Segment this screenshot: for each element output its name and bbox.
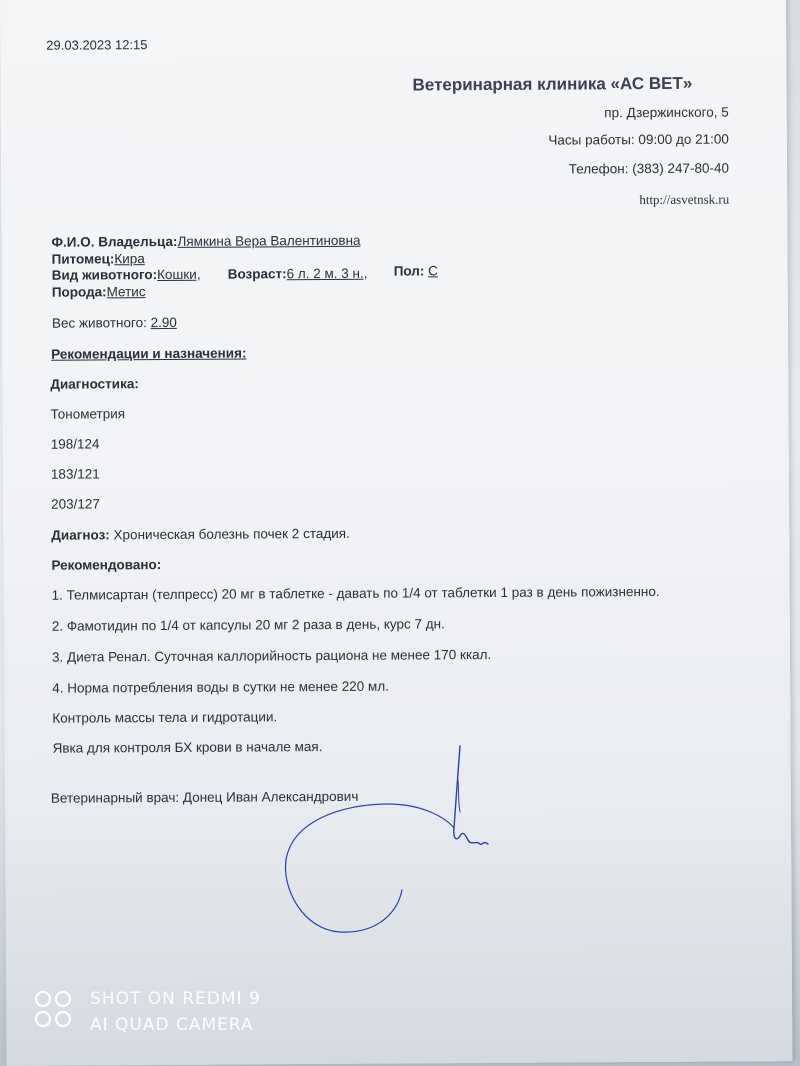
watermark-line2: AI QUAD CAMERA — [90, 1015, 254, 1035]
weight-label: Вес животного: — [51, 315, 147, 331]
diagnostics-item: 183/121 — [50, 466, 100, 482]
species-value: Кошки, — [157, 266, 201, 283]
breed-row — [52, 284, 146, 300]
diagnosis-row — [51, 526, 350, 543]
weight-value: 2.90 — [150, 314, 177, 331]
recommendation-item: 4. Норма потребления воды в сутки не менее 220 мл. — [52, 678, 389, 696]
clinic-address: пр. Дзержинского, 5 — [604, 104, 729, 121]
recommendation-item: Явка для контроля БХ крови в начале мая. — [52, 739, 323, 756]
doctor-signature-line: Ветеринарный врач: Донец Иван Александрович — [50, 788, 359, 806]
pet-row — [52, 251, 145, 267]
clinic-website: http://asvetnsk.ru — [639, 191, 730, 208]
camera-lens-icon — [34, 990, 74, 1030]
diagnosis-label: Диагноз: — [51, 527, 110, 543]
species-row — [52, 267, 201, 283]
age-label: Возраст: — [227, 266, 287, 282]
recommendation-item: 2. Фамотидин по 1/4 от капсулы 20 мг 2 раза в день, курс 7 дн. — [51, 616, 445, 634]
watermark-line1: SHOT ON REDMI 9 — [90, 989, 261, 1009]
clinic-name: Ветеринарная клиника «АС ВЕТ» — [412, 73, 693, 95]
owner-row — [51, 233, 360, 250]
watermark-text — [90, 986, 390, 1038]
diagnostics-item: 198/124 — [50, 436, 100, 452]
print-datetime: 29.03.2023 12:15 — [46, 37, 148, 53]
recommendations-heading: Рекомендации и назначения: — [51, 345, 247, 362]
sex-value: С — [428, 263, 438, 279]
recommended-label: Рекомендовано: — [51, 557, 162, 573]
owner-value: Лямкина Вера Валентиновна — [177, 232, 361, 249]
recommendation-item: Контроль массы тела и гидротации. — [52, 709, 278, 726]
sex-row — [394, 263, 438, 278]
species-label: Вид животного: — [51, 267, 158, 283]
age-row — [228, 266, 368, 282]
diagnostics-item: Тонометрия — [50, 406, 126, 422]
owner-label: Ф.И.О. Владельца: — [51, 233, 178, 250]
handwritten-signature — [270, 740, 530, 940]
clinic-hours: Часы работы: 09:00 до 21:00 — [548, 131, 729, 148]
breed-label: Порода: — [51, 284, 107, 300]
diagnosis-value: Хроническая болезнь почек 2 стадия. — [113, 525, 350, 543]
age-value: 6 л. 2 м. 3 н., — [286, 265, 368, 282]
recommendation-item: 3. Диета Ренал. Суточная каллорийность рациона не менее 170 ккал. — [51, 647, 492, 665]
pet-value: Кира — [114, 251, 145, 267]
clinic-phone: Телефон: (383) 247-80-40 — [568, 160, 730, 177]
diagnostics-label: Диагностика: — [50, 376, 139, 392]
diagnostics-item: 203/127 — [51, 496, 100, 512]
sex-label: Пол: — [393, 263, 425, 279]
recommendation-item: 1. Телмисартан (телпресс) 20 мг в таблетке - давать по 1/4 от таблетки 1 раз в день пожизненно. — [51, 583, 660, 603]
breed-value: Метис — [106, 284, 146, 300]
pet-label: Питомец: — [51, 251, 115, 267]
weight-row — [52, 315, 177, 331]
